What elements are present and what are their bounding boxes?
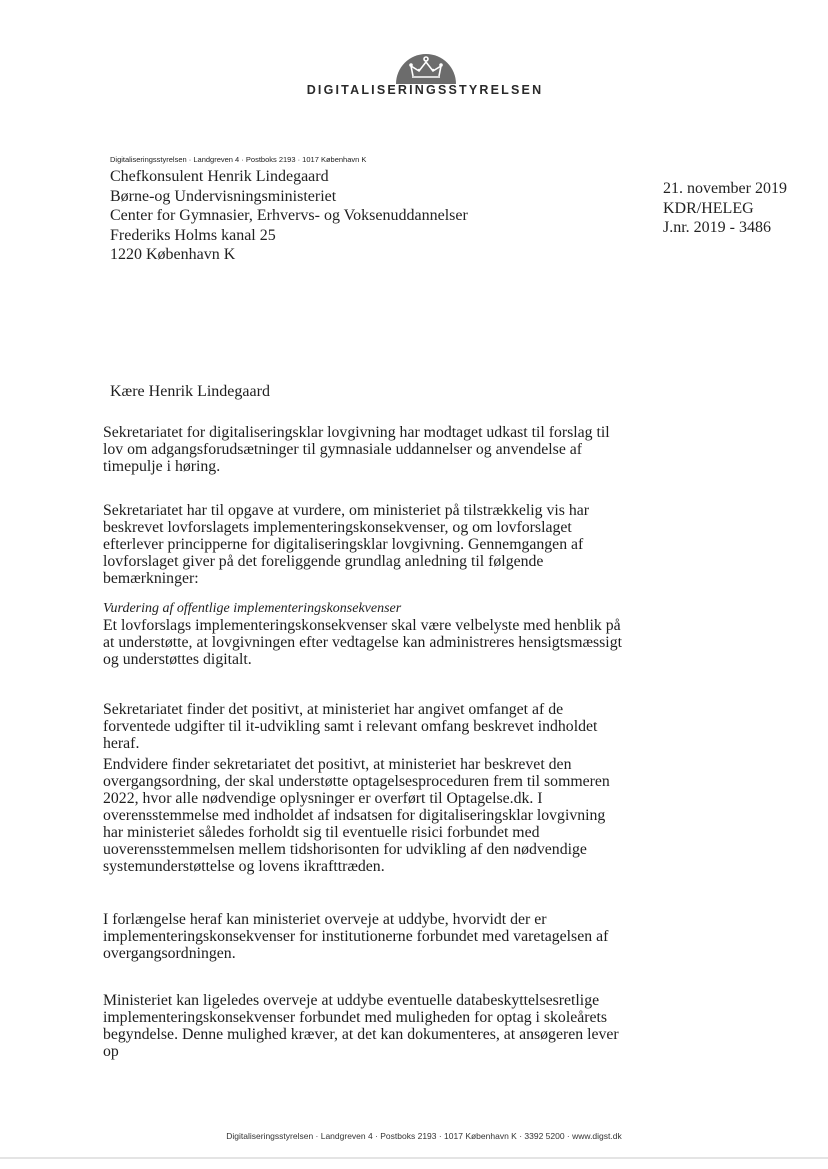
letter-date: 21. november 2019 bbox=[663, 180, 787, 197]
recipient-street: Frederiks Holms kanal 25 bbox=[110, 226, 276, 244]
salutation: Kære Henrik Lindegaard bbox=[110, 383, 270, 400]
recipient-ministry: Børne-og Undervisningsministeriet bbox=[110, 187, 337, 205]
paragraph-costs: Sekretariatet finder det positivt, at ministeriet har angivet omfanget af de forventede udgifter til it-udvikling samt i relevant omfang beskrevet indholdet heraf. bbox=[103, 701, 598, 752]
letter-initials: KDR/HELEG bbox=[663, 199, 754, 217]
paragraph-institutions: I forlængelse heraf kan ministeriet overveje at uddybe, hvorvidt der er implementeringskonsekvenser for institutionerne forbundet med varetagelsen af overgangsordningen. bbox=[103, 911, 609, 962]
crown-logo-icon bbox=[395, 50, 457, 84]
recipient-address bbox=[110, 167, 468, 265]
paragraph-task: Sekretariatet har til opgave at vurdere, om ministeriet på tilstrækkelig vis har beskrevet lovforslagets implementeringskonsekvenser, og om lovforslaget efterlever principperne for digitaliseringsklar lovgivning. Gennemgangen af lovforslaget giver på det foreliggende grundlag anledning til følgende bemærkninger: bbox=[103, 502, 590, 587]
paragraph-transition: Endvidere finder sekretariatet det positivt, at ministeriet har beskrevet den overgangsordning, der skal understøtte optagelsesproceduren frem til sommeren 2022, hvor alle nødvendige oplysninger er overført til Optagelse.dk. I overensstemmelse med indholdet af indsatsen for digitaliseringsklar lovgivning har ministeriet således forholdt sig til eventuelle risici forbundet med uoverensstemmelsen mellem tidshorisonten for udvikling af den nødvendige systemunderstøttelse og lovens ikrafttræden. bbox=[103, 756, 610, 875]
letter-meta bbox=[663, 179, 787, 238]
paragraph-implementation: Et lovforslags implementeringskonsekvenser skal være velbelyste med henblik på at understøtte, at lovgivningen efter vedtagelse kan administreres hensigtsmæssigt og understøttes digitalt. bbox=[103, 617, 622, 668]
sender-address-line: Digitaliseringsstyrelsen · Landgreven 4 · Postboks 2193 · 1017 København K bbox=[110, 155, 367, 164]
footer-address: Digitaliseringsstyrelsen · Landgreven 4 · Postboks 2193 · 1017 København K · 3392 5200 · www.digst.dk bbox=[226, 1131, 622, 1141]
recipient-city: 1220 København K bbox=[110, 246, 236, 263]
paragraph-data-protection: Ministeriet kan ligeledes overveje at uddybe eventuelle databeskyttelsesretlige implementeringskonsekvenser forbundet med muligheden for optag i skoleårets begyndelse. Denne mulighed kræver, at det kan dokumenteres, at ansøgeren lever op bbox=[103, 992, 619, 1060]
agency-wordmark: DIGITALISERINGSSTYRELSEN bbox=[306, 83, 544, 97]
paragraph-intro: Sekretariatet for digitaliseringsklar lovgivning har modtaget udkast til forslag til lov om adgangsforudsætninger til gymnasiale uddannelser og anvendelse af timepulje i høring. bbox=[103, 424, 610, 475]
recipient-department: Center for Gymnasier, Erhvervs- og Voksenuddannelser bbox=[110, 207, 468, 224]
recipient-name: Chefkonsulent Henrik Lindegaard bbox=[110, 168, 329, 185]
section-heading: Vurdering af offentlige implementeringskonsekvenser bbox=[103, 601, 402, 616]
journal-number: J.nr. 2019 - 3486 bbox=[663, 219, 771, 236]
page-bottom-rule bbox=[0, 1157, 828, 1159]
